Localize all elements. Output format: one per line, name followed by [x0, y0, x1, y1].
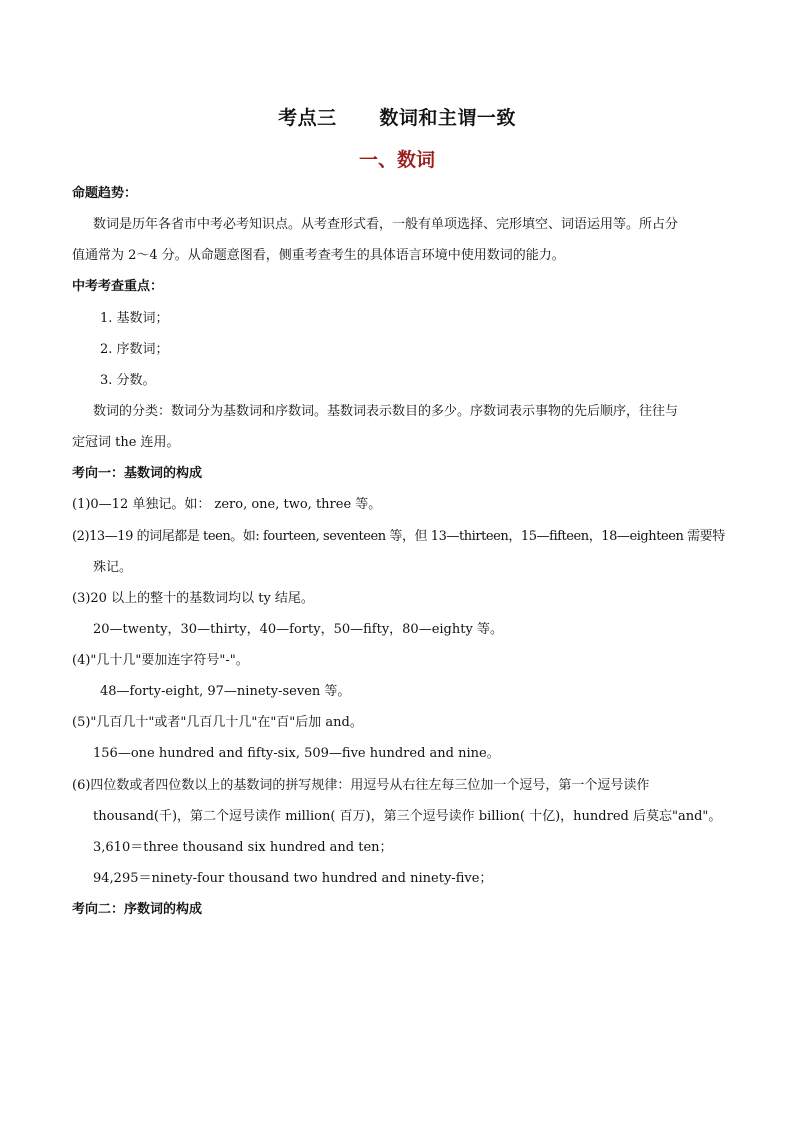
classify-paragraph-line-1: 数词的分类：数词分为基数词和序数词。基数词表示数目的多少。序数词表示事物的先后顺序，往往与: [93, 404, 679, 419]
focus-item-1: 1. 基数词；: [100, 311, 169, 326]
rule-3-example: 20—twenty，30—thirty，40—forty，50—fifty，80—eighty 等。: [93, 622, 503, 637]
trend-paragraph-line-2: 值通常为 2～4 分。从命题意图看，侧重考查考生的具体语言环境中使用数词的能力。: [72, 248, 565, 263]
rule-6-example-1: 3,610＝three thousand six hundred and ten；: [93, 840, 393, 855]
rule-2-line-1: (2)13—19 的词尾都是 teen。如: fourteen, seventeen 等，但 13—thirteen，15—fifteen，18—eighteen 需要特: [72, 529, 725, 544]
rule-4-example: 48—forty-eight, 97—ninety-seven 等。: [100, 684, 351, 699]
rule-4: (4)"几十几"要加连字符号"-"。: [72, 653, 249, 668]
trend-heading: 命题趋势：: [72, 186, 138, 201]
rule-5-example: 156—one hundred and fifty-six, 509—five hundred and nine。: [93, 746, 500, 761]
rule-1: (1)0—12 单独记。如： zero, one, two, three 等。: [72, 497, 382, 512]
rule-5: (5)"几百几十"或者"几百几十几"在"百"后加 and。: [72, 715, 363, 730]
section-1-heading: 考向一：基数词的构成: [72, 466, 203, 481]
rule-6-line-1: (6)四位数或者四位数以上的基数词的拼写规律：用逗号从右往左每三位加一个逗号，第一个逗号读作: [72, 778, 650, 793]
focus-heading: 中考考查重点：: [72, 279, 164, 294]
page-title: 考点三 数词和主谓一致: [278, 107, 516, 129]
classify-paragraph-line-2: 定冠词 the 连用。: [72, 435, 180, 450]
section-subtitle: 一、数词: [358, 149, 435, 171]
section-2-heading: 考向二：序数词的构成: [72, 902, 203, 917]
rule-3: (3)20 以上的整十的基数词均以 ty 结尾。: [72, 591, 314, 606]
focus-item-3: 3. 分数。: [100, 373, 156, 388]
focus-item-2: 2. 序数词；: [100, 342, 169, 357]
rule-2-line-2: 殊记。: [93, 560, 133, 575]
rule-6-example-2: 94,295＝ninety-four thousand two hundred and ninety-five；: [93, 871, 493, 886]
trend-paragraph-line-1: 数词是历年各省市中考必考知识点。从考查形式看，一般有单项选择、完形填空、词语运用等。所占分: [93, 217, 679, 232]
rule-6-line-2: thousand(千)，第二个逗号读作 million( 百万)，第三个逗号读作 billion( 十亿)，hundred 后莫忘"and"。: [93, 809, 722, 824]
